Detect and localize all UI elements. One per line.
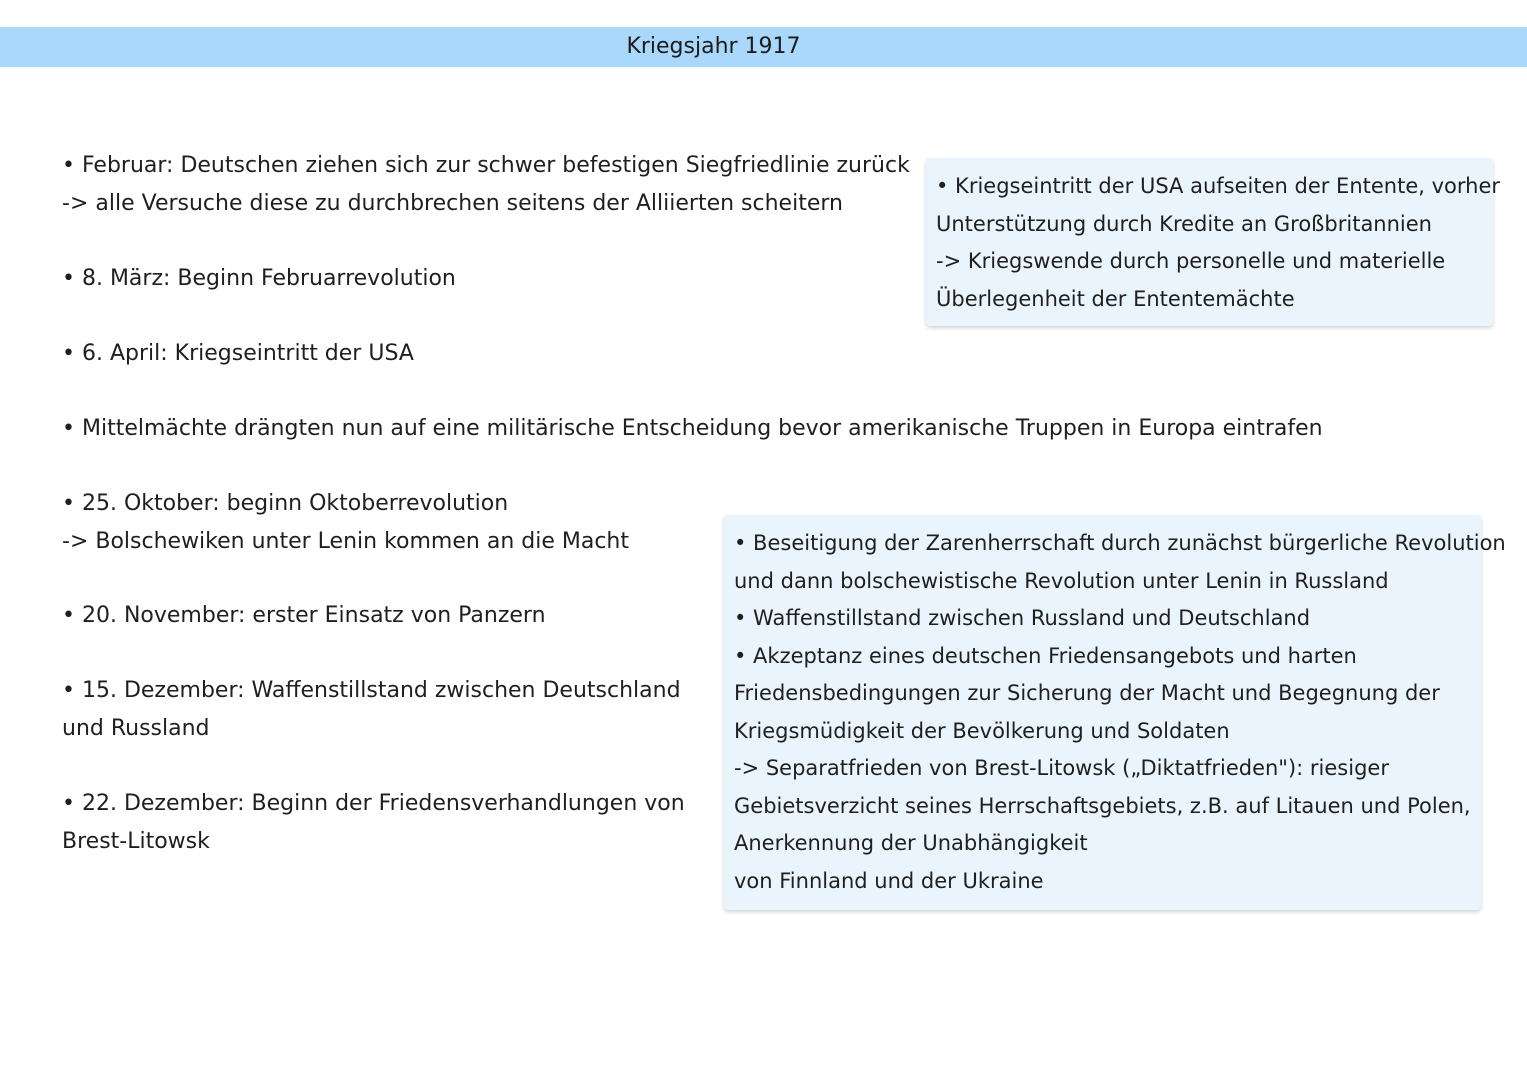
usa-note-box	[926, 158, 1501, 326]
note-line: • Kriegseintritt der USA aufseiten der Entente, vorher	[936, 174, 1501, 198]
note-line: Überlegenheit der Ententemächte	[936, 286, 1295, 311]
timeline-line: • 15. Dezember: Waffenstillstand zwischen Deutschland	[62, 678, 681, 703]
timeline-line: • 6. April: Kriegseintritt der USA	[62, 341, 414, 366]
note-line: von Finnland und der Ukraine	[734, 868, 1044, 893]
note-line: Unterstützung durch Kredite an Großbritannien	[936, 211, 1432, 236]
timeline-entry-maerz	[62, 260, 456, 298]
note-line: • Waffenstillstand zwischen Russland und Deutschland	[734, 606, 1311, 630]
note-line: Gebietsverzicht seines Herrschaftsgebiets, z.B. auf Litauen und Polen,	[734, 793, 1471, 818]
timeline-line: • Februar: Deutschen ziehen sich zur schwer befestigen Siegfriedlinie zurück	[62, 153, 910, 178]
note-line: • Akzeptanz eines deutschen Friedensangebots und harten	[734, 643, 1357, 668]
note-line: und dann bolschewistische Revolution unter Lenin in Russland	[734, 568, 1389, 593]
timeline-entry-april	[62, 335, 414, 373]
note-line: Friedensbedingungen zur Sicherung der Macht und Begegnung der	[734, 681, 1440, 705]
timeline-line: • Mittelmächte drängten nun auf eine militärische Entscheidung bevor amerikanische Truppen in Europa eintrafen	[62, 416, 1323, 441]
timeline-line: • 25. Oktober: beginn Oktoberrevolution	[62, 491, 509, 516]
note-line: • Beseitigung der Zarenherrschaft durch zunächst bürgerliche Revolution	[734, 531, 1506, 555]
timeline-entry-februar	[62, 147, 910, 222]
note-line: Anerkennung der Unabhängigkeit	[734, 831, 1088, 855]
timeline-entry-mittelmaechte	[62, 410, 1323, 448]
note-line: -> Kriegswende durch personelle und materielle	[936, 249, 1446, 273]
timeline-entry-22-dezember	[62, 785, 685, 860]
russia-note-box	[724, 515, 1506, 910]
note-line: Kriegsmüdigkeit der Bevölkerung und Soldaten	[734, 718, 1230, 743]
page-title: Kriegsjahr 1917	[626, 34, 801, 59]
timeline-line: • 20. November: erster Einsatz von Panzern	[62, 603, 546, 628]
timeline-line: Brest-Litowsk	[62, 828, 210, 854]
note-line: -> Separatfrieden von Brest-Litowsk („Diktatfrieden"): riesiger	[734, 756, 1389, 780]
title-bar	[0, 27, 1527, 67]
timeline-entry-oktober	[62, 485, 629, 560]
timeline-line: -> alle Versuche diese zu durchbrechen seitens der Alliierten scheitern	[62, 190, 843, 216]
timeline-entry-november	[62, 597, 546, 635]
timeline-line: • 8. März: Beginn Februarrevolution	[62, 266, 456, 291]
timeline-line: -> Bolschewiken unter Lenin kommen an die Macht	[62, 528, 629, 554]
timeline-line: • 22. Dezember: Beginn der Friedensverhandlungen von	[62, 791, 685, 816]
timeline-entry-15-dezember	[62, 672, 681, 747]
timeline-line: und Russland	[62, 715, 210, 741]
